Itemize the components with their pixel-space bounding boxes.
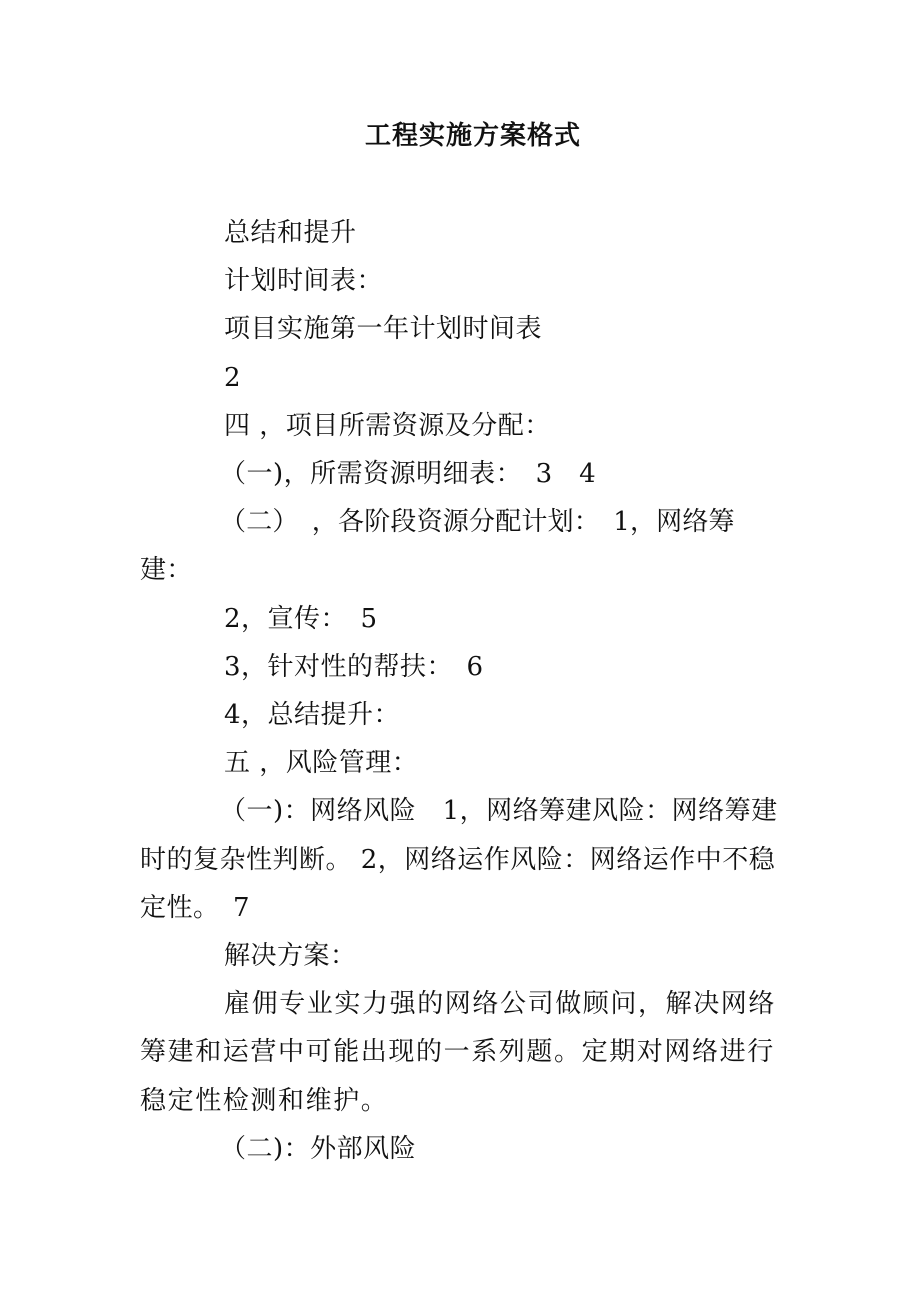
paragraph-publicity: 2，宣传： 5 [224, 603, 378, 634]
paragraph-resource-allocation: （二） ，各阶段资源分配计划： 1，网络筹建： [140, 507, 735, 586]
paragraph-schedule-heading: 计划时间表： [224, 266, 384, 297]
paragraph-section-five: 五 ，风险管理： [224, 748, 419, 779]
paragraph-section-four: 四 ，项目所需资源及分配： [224, 410, 551, 441]
paragraph-number-2: 2 [224, 362, 242, 393]
paragraph-solution-heading: 解决方案： [224, 941, 357, 972]
paragraph-first-year-schedule: 项目实施第一年计划时间表 [224, 314, 543, 345]
paragraph-network-risk: （一)：网络风险 1，网络筹建风险：网络筹建时的复杂性判断。 2，网络运作风险：网络运作中不稳定性。 7 [140, 796, 778, 923]
paragraph-solution-detail: 雇佣专业实力强的网络公司做顾问，解决网络筹建和运营中可能出现的一系列题。定期对网络进行稳定性检测和维护。 [140, 989, 777, 1116]
paragraph-resource-list: （一)，所需资源明细表： 3 4 [220, 459, 597, 490]
document-body [140, 209, 780, 1173]
paragraph-summary: 总结和提升 [224, 218, 357, 248]
paragraph-targeted-support: 3，针对性的帮扶： 6 [224, 651, 484, 682]
paragraph-summary-improvement: 4，总结提升： [224, 700, 401, 731]
document-title: 工程实施方案格式 [364, 121, 581, 151]
paragraph-external-risk: （二)：外部风险 [220, 1133, 417, 1164]
